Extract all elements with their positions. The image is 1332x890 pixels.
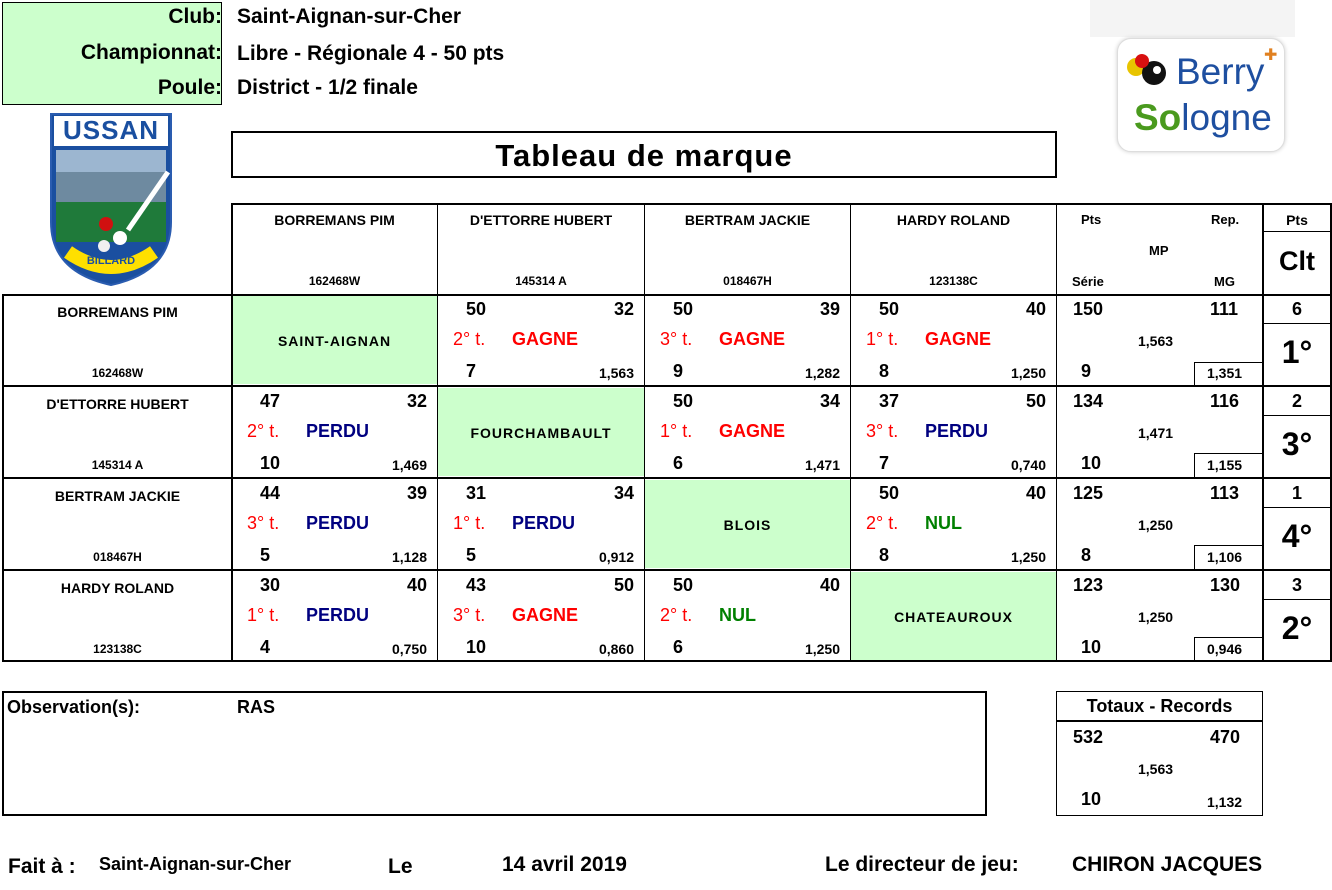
match-result: PERDU — [306, 513, 370, 533]
row-points: 3 — [1291, 575, 1302, 595]
match-score-b: 40 — [1025, 299, 1046, 319]
col-player-1-name: BORREMANS PIM — [274, 212, 395, 228]
footer-place: Saint-Aignan-sur-Cher — [99, 854, 292, 874]
row-points: 2 — [1291, 391, 1302, 411]
row-total-pts: 123 — [1073, 575, 1104, 595]
col-mg: MG — [1214, 274, 1235, 289]
billard-logo-text: BILLARD — [86, 255, 136, 267]
row-total-serie: 10 — [1081, 453, 1102, 473]
row-total-mg: 1,106 — [1207, 549, 1243, 565]
match-average: 0,912 — [598, 549, 634, 565]
row-player-name: BORREMANS PIM — [57, 304, 178, 320]
match-series: 8 — [879, 545, 890, 565]
row-player-club: CHATEAUROUX — [894, 609, 1013, 625]
club-value: Saint-Aignan-sur-Cher — [237, 5, 462, 28]
row-player-club: SAINT-AIGNAN — [277, 333, 392, 349]
championship-value: Libre - Régionale 4 - 50 pts — [237, 42, 505, 65]
match-score-a: 50 — [673, 299, 694, 319]
match-score-b: 39 — [406, 483, 427, 503]
match-score-a: 50 — [673, 575, 694, 595]
match-score-b: 50 — [1025, 391, 1046, 411]
col-player-2-name: D'ETTORRE HUBERT — [469, 212, 613, 228]
col-pts-clt: Pts — [1286, 212, 1308, 228]
match-score-a: 50 — [466, 299, 487, 319]
logo-so: So — [1134, 97, 1182, 138]
match-score-b: 40 — [819, 575, 840, 595]
row-player-name: BERTRAM JACKIE — [54, 488, 181, 504]
match-score-a: 30 — [260, 575, 281, 595]
match-result: GAGNE — [719, 329, 786, 349]
match-score-b: 34 — [613, 483, 634, 503]
match-result: GAGNE — [719, 421, 786, 441]
row-total-rep: 116 — [1210, 391, 1240, 411]
match-series: 9 — [673, 361, 684, 381]
observations-label: Observation(s): — [7, 697, 141, 717]
row-player-id: 145314 A — [91, 458, 144, 472]
col-mp: MP — [1149, 243, 1169, 258]
col-player-4-name: HARDY ROLAND — [896, 212, 1011, 228]
championship-label: Championnat: — [80, 41, 222, 64]
logo-plus-icon: ✚ — [1264, 47, 1278, 64]
row-player-id: 162468W — [91, 366, 144, 380]
col-rep: Rep. — [1211, 212, 1240, 227]
totals-rep: 470 — [1210, 727, 1241, 747]
row-total-mp: 1,563 — [1138, 333, 1174, 349]
totals-mg: 1,132 — [1207, 794, 1243, 810]
match-score-a: 44 — [260, 483, 281, 503]
match-average: 1,282 — [804, 365, 840, 381]
match-result: GAGNE — [512, 329, 579, 349]
match-average: 0,860 — [598, 641, 634, 657]
row-rank: 1° — [1281, 334, 1313, 370]
totals-serie: 10 — [1081, 789, 1102, 809]
match-average: 0,740 — [1010, 457, 1046, 473]
row-total-pts: 125 — [1073, 483, 1104, 503]
match-average: 1,250 — [804, 641, 840, 657]
row-total-mg: 0,946 — [1207, 641, 1243, 657]
match-result: PERDU — [512, 513, 576, 533]
match-series: 6 — [673, 453, 684, 473]
match-turn: 2° t. — [866, 513, 899, 533]
match-series: 7 — [879, 453, 890, 473]
match-score-b: 50 — [613, 575, 634, 595]
ussan-logo — [48, 112, 174, 287]
match-series: 4 — [260, 637, 271, 657]
row-total-rep: 130 — [1210, 575, 1241, 595]
match-average: 1,563 — [598, 365, 634, 381]
match-turn: 1° t. — [866, 329, 899, 349]
col-player-3-id: 018467H — [723, 274, 772, 288]
col-player-2-id: 145314 A — [515, 274, 567, 288]
row-total-serie: 8 — [1081, 545, 1092, 565]
match-result: GAGNE — [512, 605, 579, 625]
logo-berry: Berry — [1176, 51, 1265, 92]
totals-mp: 1,563 — [1138, 761, 1174, 777]
row-rank: 4° — [1281, 518, 1313, 554]
observations-box — [2, 691, 987, 816]
club-label: Club: — [168, 5, 222, 28]
match-score-b: 40 — [406, 575, 427, 595]
pool-value: District - 1/2 finale — [237, 76, 418, 99]
row-player-id: 123138C — [93, 642, 142, 656]
match-turn: 3° t. — [660, 329, 693, 349]
match-score-b: 40 — [1025, 483, 1046, 503]
logo-sologne — [1134, 97, 1272, 139]
match-series: 10 — [466, 637, 487, 657]
match-result: PERDU — [306, 605, 370, 625]
match-series: 7 — [466, 361, 477, 381]
totals-title: Totaux - Records — [1086, 696, 1233, 716]
match-score-a: 50 — [879, 299, 900, 319]
match-score-a: 50 — [673, 391, 694, 411]
match-turn: 1° t. — [453, 513, 486, 533]
pool-label: Poule: — [157, 76, 222, 99]
logo-logne: logne — [1181, 97, 1272, 138]
row-total-serie: 10 — [1081, 637, 1102, 657]
berry-sologne-logo — [1117, 38, 1285, 152]
col-clt: Clt — [1279, 246, 1315, 276]
match-score-a: 50 — [879, 483, 900, 503]
match-average: 1,469 — [391, 457, 427, 473]
logo-area-top — [1090, 0, 1295, 37]
col-serie: Série — [1072, 274, 1104, 289]
row-total-rep: 111 — [1210, 299, 1239, 319]
page-title: Tableau de marque — [231, 131, 1057, 178]
match-result: GAGNE — [925, 329, 992, 349]
col-player-3-name: BERTRAM JACKIE — [684, 212, 811, 228]
match-series: 5 — [260, 545, 271, 565]
match-result: PERDU — [925, 421, 989, 441]
row-rank: 3° — [1281, 426, 1313, 462]
match-turn: 3° t. — [866, 421, 899, 441]
col-player-1-id: 162468W — [308, 274, 361, 288]
footer-fait-label: Fait à : — [8, 855, 76, 878]
match-turn: 1° t. — [660, 421, 693, 441]
ussan-logo-text: USSAN — [62, 115, 159, 145]
match-series: 6 — [673, 637, 684, 657]
footer-director: CHIRON JACQUES — [1072, 853, 1263, 876]
row-player-club: BLOIS — [723, 517, 772, 533]
row-total-mg: 1,155 — [1207, 457, 1243, 473]
match-turn: 1° t. — [247, 605, 280, 625]
match-score-b: 34 — [819, 391, 840, 411]
footer-director-label: Le directeur de jeu: — [825, 853, 1019, 876]
row-points: 6 — [1291, 299, 1302, 319]
row-total-mg: 1,351 — [1207, 365, 1243, 381]
col-player-4-id: 123138C — [929, 274, 978, 288]
match-turn: 2° t. — [660, 605, 693, 625]
match-series: 10 — [260, 453, 281, 473]
row-total-mp: 1,250 — [1138, 609, 1174, 625]
match-average: 1,128 — [391, 549, 427, 565]
match-average: 1,250 — [1010, 365, 1046, 381]
row-player-name: D'ETTORRE HUBERT — [46, 396, 189, 412]
row-player-id: 018467H — [93, 550, 142, 564]
footer-le-label: Le — [388, 855, 413, 878]
match-average: 1,471 — [804, 457, 840, 473]
row-total-mp: 1,471 — [1138, 425, 1174, 441]
match-result: NUL — [925, 513, 962, 533]
row-total-mp: 1,250 — [1138, 517, 1174, 533]
row-player-club: FOURCHAMBAULT — [470, 425, 612, 441]
row-total-rep: 113 — [1210, 483, 1240, 503]
match-score-b: 32 — [406, 391, 427, 411]
totals-pts: 532 — [1073, 727, 1104, 747]
match-result: NUL — [719, 605, 756, 625]
match-result: PERDU — [306, 421, 370, 441]
match-average: 1,250 — [1010, 549, 1046, 565]
row-total-pts: 150 — [1073, 299, 1104, 319]
match-score-a: 31 — [466, 483, 487, 503]
match-turn: 3° t. — [247, 513, 280, 533]
match-series: 8 — [879, 361, 890, 381]
match-turn: 2° t. — [247, 421, 280, 441]
match-series: 5 — [466, 545, 477, 565]
match-score-b: 32 — [613, 299, 634, 319]
row-player-name: HARDY ROLAND — [60, 580, 175, 596]
footer-date: 14 avril 2019 — [502, 853, 627, 876]
match-turn: 2° t. — [453, 329, 486, 349]
match-turn: 3° t. — [453, 605, 486, 625]
row-total-serie: 9 — [1081, 361, 1092, 381]
match-average: 0,750 — [391, 641, 427, 657]
row-rank: 2° — [1281, 610, 1313, 646]
match-score-b: 39 — [819, 299, 840, 319]
col-pts: Pts — [1081, 212, 1102, 227]
match-score-a: 47 — [260, 391, 281, 411]
match-score-a: 37 — [879, 391, 900, 411]
observations-value: RAS — [237, 697, 276, 717]
row-total-pts: 134 — [1073, 391, 1104, 411]
row-points: 1 — [1291, 483, 1302, 503]
match-score-a: 43 — [466, 575, 487, 595]
